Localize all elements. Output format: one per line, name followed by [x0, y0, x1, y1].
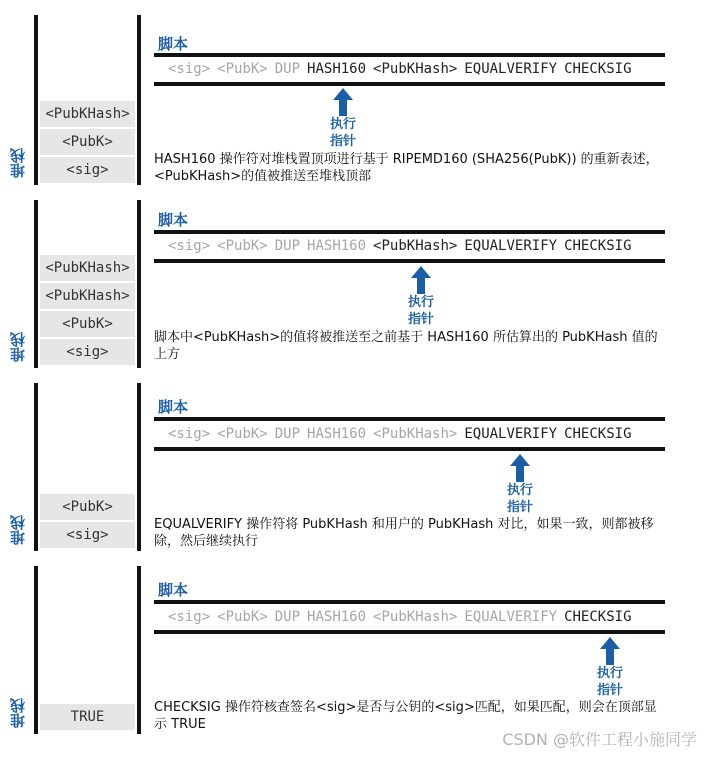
script-token: EQUALVERIFY	[464, 61, 558, 77]
script-top-line	[154, 417, 665, 421]
execution-pointer	[318, 88, 368, 150]
script-token: DUP	[274, 238, 301, 254]
step-description: EQUALVERIFY 操作符将 PubKHash 和用户的 PubKHash 对比，如果一致，则都被移除，然后继续执行	[154, 517, 654, 549]
panel-4	[0, 566, 711, 738]
up-arrow-icon	[600, 637, 620, 665]
script-token: HASH160	[307, 609, 367, 625]
script-bottom-line	[154, 630, 665, 634]
execution-pointer	[396, 266, 446, 328]
stack-right-bar	[137, 15, 141, 185]
stack-cell: <PubKHash>	[40, 255, 135, 281]
script-token: EQUALVERIFY	[464, 609, 558, 625]
script-token: DUP	[274, 61, 301, 77]
stack-right-bar	[137, 566, 141, 734]
stack-cell: <sig>	[40, 157, 135, 183]
script-token: <PubKHash>	[373, 238, 458, 254]
stack-label: 堆栈	[9, 698, 27, 728]
execution-pointer	[585, 637, 635, 699]
script-token: <PubK>	[217, 238, 268, 254]
pointer-label-1: 执行	[407, 295, 434, 310]
stack-cell: <PubKHash>	[40, 101, 135, 127]
script-row	[168, 605, 663, 629]
pointer-label-2: 指针	[329, 134, 356, 149]
stack-cell: <PubK>	[40, 494, 135, 520]
script-token: EQUALVERIFY	[464, 238, 558, 254]
pointer-label-1: 执行	[506, 483, 533, 498]
pointer-label-2: 指针	[407, 312, 434, 327]
script-token: EQUALVERIFY	[464, 426, 558, 442]
script-token: <sig>	[168, 238, 211, 254]
script-token: CHECKSIG	[564, 426, 632, 442]
stack-cell: <sig>	[40, 339, 135, 365]
stack-cell: <sig>	[40, 522, 135, 548]
pointer-label-2: 指针	[506, 500, 533, 515]
script-token: HASH160	[307, 238, 367, 254]
pointer-label-1: 执行	[329, 117, 356, 132]
script-token: <sig>	[168, 609, 211, 625]
script-bottom-line	[154, 447, 665, 451]
script-title: 脚本	[158, 398, 189, 416]
watermark: CSDN @软件工程小施同学	[502, 730, 697, 749]
script-token: HASH160	[307, 61, 367, 77]
script-token: CHECKSIG	[564, 238, 632, 254]
stack-right-bar	[137, 383, 141, 551]
panel-3	[0, 383, 711, 555]
panel-2	[0, 200, 711, 372]
stack-left-bar	[34, 200, 38, 368]
pointer-label-1: 执行	[596, 666, 623, 681]
script-token: <PubK>	[217, 61, 268, 77]
panel-1	[0, 15, 711, 190]
stack-label: 堆栈	[9, 148, 27, 178]
script-token: DUP	[274, 609, 301, 625]
stack-left-bar	[34, 383, 38, 551]
script-token: <sig>	[168, 426, 211, 442]
stack-left-bar	[34, 15, 38, 185]
step-description: 脚本中<PubKHash>的值将被推送至之前基于 HASH160 所估算出的 PubKHash 值的上方	[154, 330, 658, 362]
script-token: <sig>	[168, 61, 211, 77]
script-top-line	[154, 600, 665, 604]
up-arrow-icon	[411, 266, 431, 294]
pointer-label-2: 指针	[596, 683, 623, 698]
execution-pointer	[495, 454, 545, 516]
stack-cell: <PubK>	[40, 129, 135, 155]
script-bottom-line	[154, 82, 665, 86]
stack-cell: <PubKHash>	[40, 283, 135, 309]
script-title: 脚本	[158, 581, 189, 599]
stack-right-bar	[137, 200, 141, 368]
script-token: CHECKSIG	[564, 609, 632, 625]
script-token: <PubKHash>	[373, 426, 458, 442]
stack-label: 堆栈	[9, 515, 27, 545]
script-token: <PubK>	[217, 609, 268, 625]
script-token: <PubK>	[217, 426, 268, 442]
script-row	[168, 57, 663, 81]
script-title: 脚本	[158, 35, 189, 53]
script-token: <PubKHash>	[373, 609, 458, 625]
script-token: DUP	[274, 426, 301, 442]
stack-cell: <PubK>	[40, 311, 135, 337]
step-description: CHECKSIG 操作符核查签名<sig>是否与公钥的<sig>匹配，如果匹配，则会在顶部显示 TRUE	[154, 700, 657, 732]
up-arrow-icon	[333, 88, 353, 116]
stack-left-bar	[34, 566, 38, 734]
step-description: HASH160 操作符对堆栈置顶项进行基于 RIPEMD160 (SHA256(PubK)) 的重新表述，<PubKHash>的值被推送至堆栈顶部	[154, 152, 659, 184]
script-bottom-line	[154, 259, 665, 263]
up-arrow-icon	[510, 454, 530, 482]
stack-label: 堆栈	[9, 332, 27, 362]
script-row	[168, 422, 663, 446]
script-token: <PubKHash>	[373, 61, 458, 77]
script-token: HASH160	[307, 426, 367, 442]
script-token: CHECKSIG	[564, 61, 632, 77]
script-row	[168, 234, 663, 258]
script-title: 脚本	[158, 211, 189, 229]
stack-cell: TRUE	[40, 704, 135, 730]
